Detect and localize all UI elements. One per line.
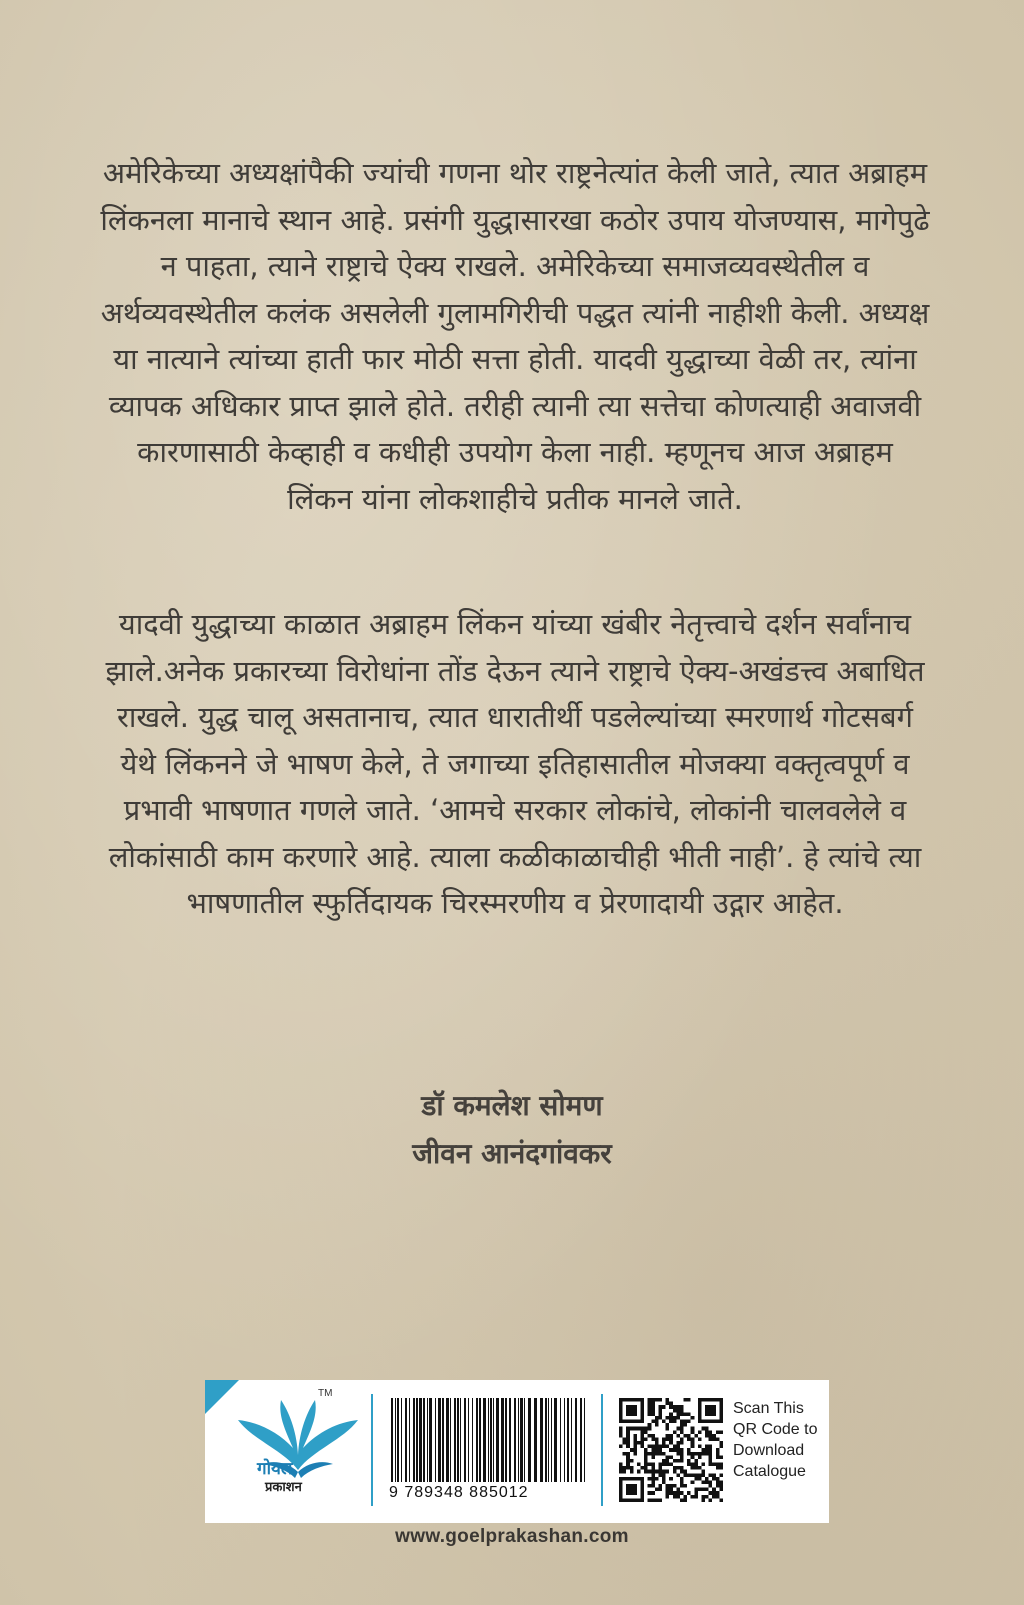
author-name-2: जीवन आनंदगांवकर bbox=[412, 1137, 612, 1170]
isbn-number: 9 789348 885012 bbox=[389, 1484, 529, 1501]
qr-caption-line: Download bbox=[733, 1442, 805, 1459]
qr-code-icon[interactable] bbox=[619, 1398, 723, 1502]
description-paragraph-2: यादवी युद्धाच्या काळात अब्राहम लिंकन यांच्या खंबीर नेतृत्त्वाचे दर्शन सर्वांनाच झाले.अनेक प्रकारच्या विरोधांना तोंड देऊन त्याने राष्ट्राचे ऐक्य-अखंडत्त्व अबाधित राखले. युद्ध चालू असतानाच, त्यात धारातीर्थी पडलेल्यांच्या स्मरणार्थ गोटसबर्ग येथे लिंकनने जे भाषण केले, ते जगाच्या इतिहासातील मोजक्या वक्तृत्वपूर्ण व प्रभावी भाषणात गणले जाते. ‘आमचे सरकार लोकांचे, लोकांनी चालवलेले व लोकांसाठी काम करणारे आहे. त्याला कळीकाळाचीही भीती नाही’. हे त्यांचे त्या भाषणातील स्फुर्तिदायक चिरस्मरणीय व प्रेरणादायी उद्गार आहेत. bbox=[105, 607, 925, 920]
description-paragraph-1: अमेरिकेच्या अध्यक्षांपैकी ज्यांची गणना थोर राष्ट्रनेत्यांत केली जाते, त्यात अब्राहम लिंकनला मानाचे स्थान आहे. प्रसंगी युद्धासारखा कठोर उपाय योजण्यास, मागेपुढे न पाहता, त्याने राष्ट्राचे ऐक्य राखले. अमेरिकेच्या समाजव्यवस्थेतील व अर्थव्यवस्थेतील कलंक असलेली गुलामगिरीची पद्धत त्यांनी नाहीशी केली. अध्यक्ष या नात्याने त्यांच्या हाती फार मोठी सत्ता होती. यादवी युद्धाच्या वेळी तर, त्यांना व्यापक अधिकार प्राप्त झाले होते. तरीही त्यानी त्या सत्तेचा कोणत्याही अवाजवी कारणासाठी केव्हाही व कधीही उपयोग केला नाही. म्हणूनच आज अब्राहम लिंकन यांना लोकशाहीचे प्रतीक मानले जाते. bbox=[100, 156, 930, 516]
trademark-mark: TM bbox=[318, 1388, 333, 1399]
qr-caption bbox=[733, 1398, 825, 1482]
authors-block bbox=[0, 1082, 1024, 1178]
divider bbox=[371, 1394, 373, 1506]
publisher-website-link[interactable]: www.goelprakashan.com bbox=[395, 1526, 629, 1547]
qr-caption-line: Scan This bbox=[733, 1400, 804, 1417]
qr-caption-line: QR Code to bbox=[733, 1421, 818, 1438]
publisher-logo-subtitle: प्रकाशन bbox=[265, 1480, 302, 1495]
barcode-icon bbox=[389, 1398, 589, 1482]
publisher-info-box bbox=[205, 1380, 829, 1523]
publisher-logo-name: गोयल bbox=[257, 1459, 293, 1479]
divider bbox=[601, 1394, 603, 1506]
author-name-1: डॉ कमलेश सोमण bbox=[421, 1089, 603, 1122]
qr-caption-line: Catalogue bbox=[733, 1463, 806, 1480]
